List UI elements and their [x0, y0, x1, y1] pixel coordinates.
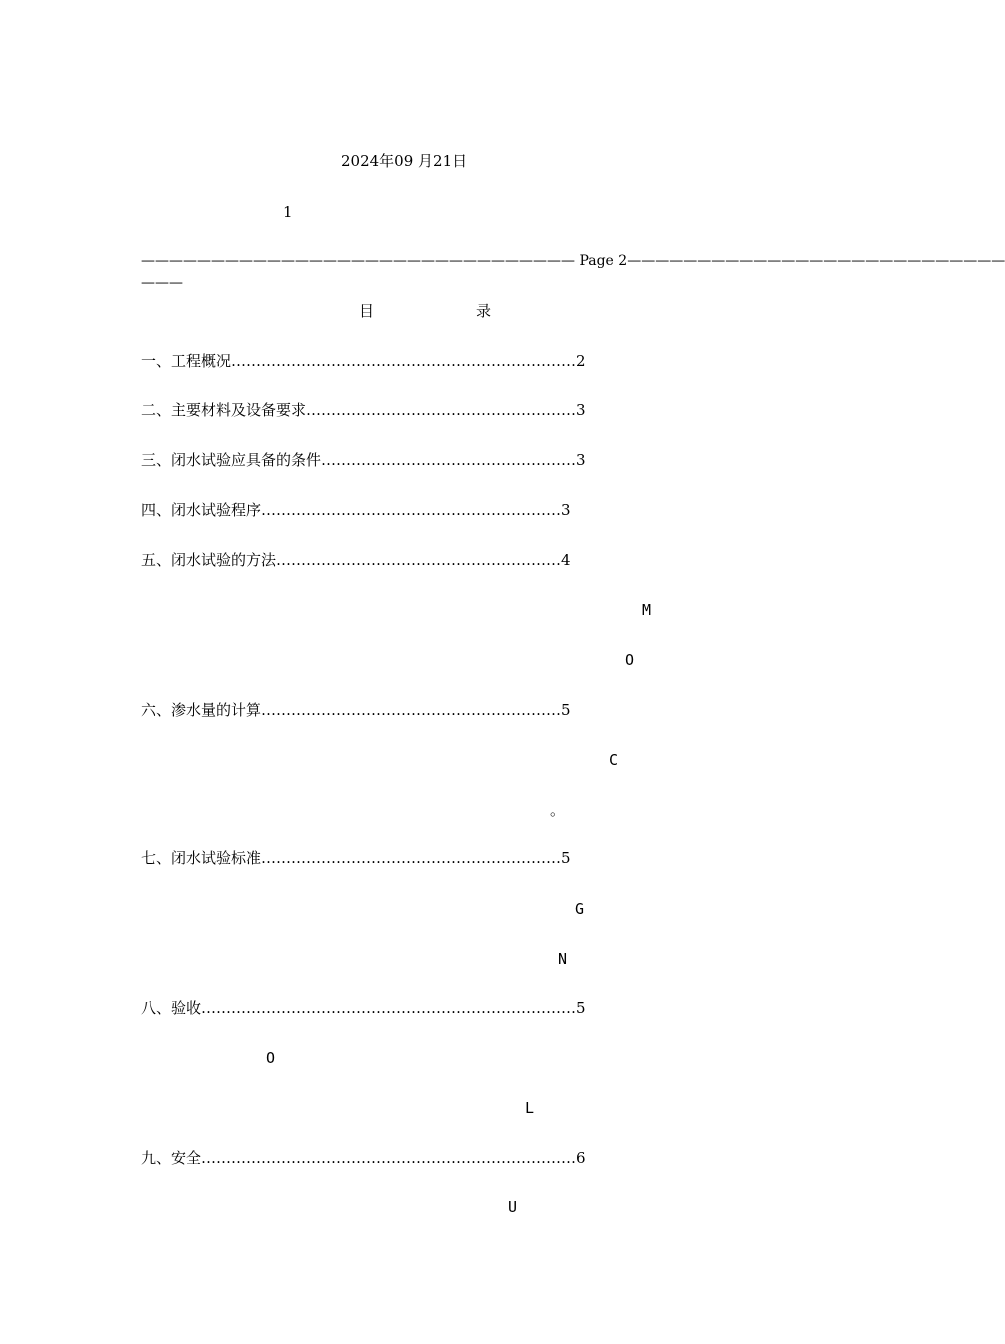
toc-item-label: 八、验收 [141, 999, 202, 1017]
toc-item-page: 5 [561, 701, 571, 719]
scattered-letter-m: M [642, 601, 652, 619]
toc-item-leader: …………………………………………………… [261, 849, 562, 867]
scattered-letter-u: U [508, 1198, 518, 1216]
toc-item-page: 2 [576, 352, 586, 370]
toc-item-leader: …………………………………………………… [261, 501, 562, 519]
toc-item-label: 六、渗水量的计算 [141, 701, 262, 719]
toc-item[interactable] [141, 450, 586, 470]
toc-item-leader: ……………………………………………… [306, 401, 577, 419]
toc-item-label: 一、工程概况 [141, 352, 232, 370]
scattered-letter-o: O [625, 651, 635, 669]
toc-item-leader: …………………………………………………… [261, 701, 562, 719]
scattered-letter-n: N [558, 950, 568, 968]
toc-item[interactable] [141, 400, 586, 420]
toc-title-right: 录 [476, 302, 492, 320]
toc-item-label: 七、闭水试验标准 [141, 849, 262, 867]
toc-item-page: 3 [576, 401, 586, 419]
toc-item-leader: …………………………………………………………… [231, 352, 577, 370]
toc-item[interactable] [141, 700, 571, 720]
toc-item-page: 3 [576, 451, 586, 469]
toc-item-page: 5 [561, 849, 571, 867]
toc-item-leader: ………………………………………………………………… [201, 999, 577, 1017]
page-separator-line-continued: ——— [141, 275, 183, 291]
page-number: 1 [283, 203, 293, 221]
toc-item-leader: ………………………………………………………………… [201, 1149, 577, 1167]
toc-item-label: 五、闭水试验的方法 [141, 551, 277, 569]
toc-item-label: 四、闭水试验程序 [141, 501, 262, 519]
document-date: 2024年09 月21日 [341, 152, 468, 170]
scattered-period: 。 [550, 801, 566, 819]
toc-item-page: 5 [576, 999, 586, 1017]
toc-item[interactable] [141, 550, 571, 570]
toc-item-page: 3 [561, 501, 571, 519]
toc-item-leader: …………………………………………… [321, 451, 577, 469]
scattered-letter-c: C [609, 751, 619, 769]
scattered-letter-l: L [525, 1099, 535, 1117]
toc-title-left: 目 [359, 302, 375, 320]
toc-item-label: 三、闭水试验应具备的条件 [141, 451, 322, 469]
scattered-letter-g: G [575, 900, 585, 918]
toc-item[interactable] [141, 1148, 586, 1168]
toc-item-label: 二、主要材料及设备要求 [141, 401, 307, 419]
scattered-letter-o-second: O [266, 1049, 276, 1067]
toc-item-page: 6 [576, 1149, 586, 1167]
page-separator-line: ——————————————————————————————— Page 2——————————————————————————— [141, 253, 1005, 269]
toc-item[interactable] [141, 500, 571, 520]
toc-item-page: 4 [561, 551, 571, 569]
toc-item-leader: ………………………………………………… [276, 551, 562, 569]
toc-item[interactable] [141, 998, 586, 1018]
toc-item[interactable] [141, 351, 586, 371]
toc-item-label: 九、安全 [141, 1149, 202, 1167]
toc-item[interactable] [141, 848, 571, 868]
